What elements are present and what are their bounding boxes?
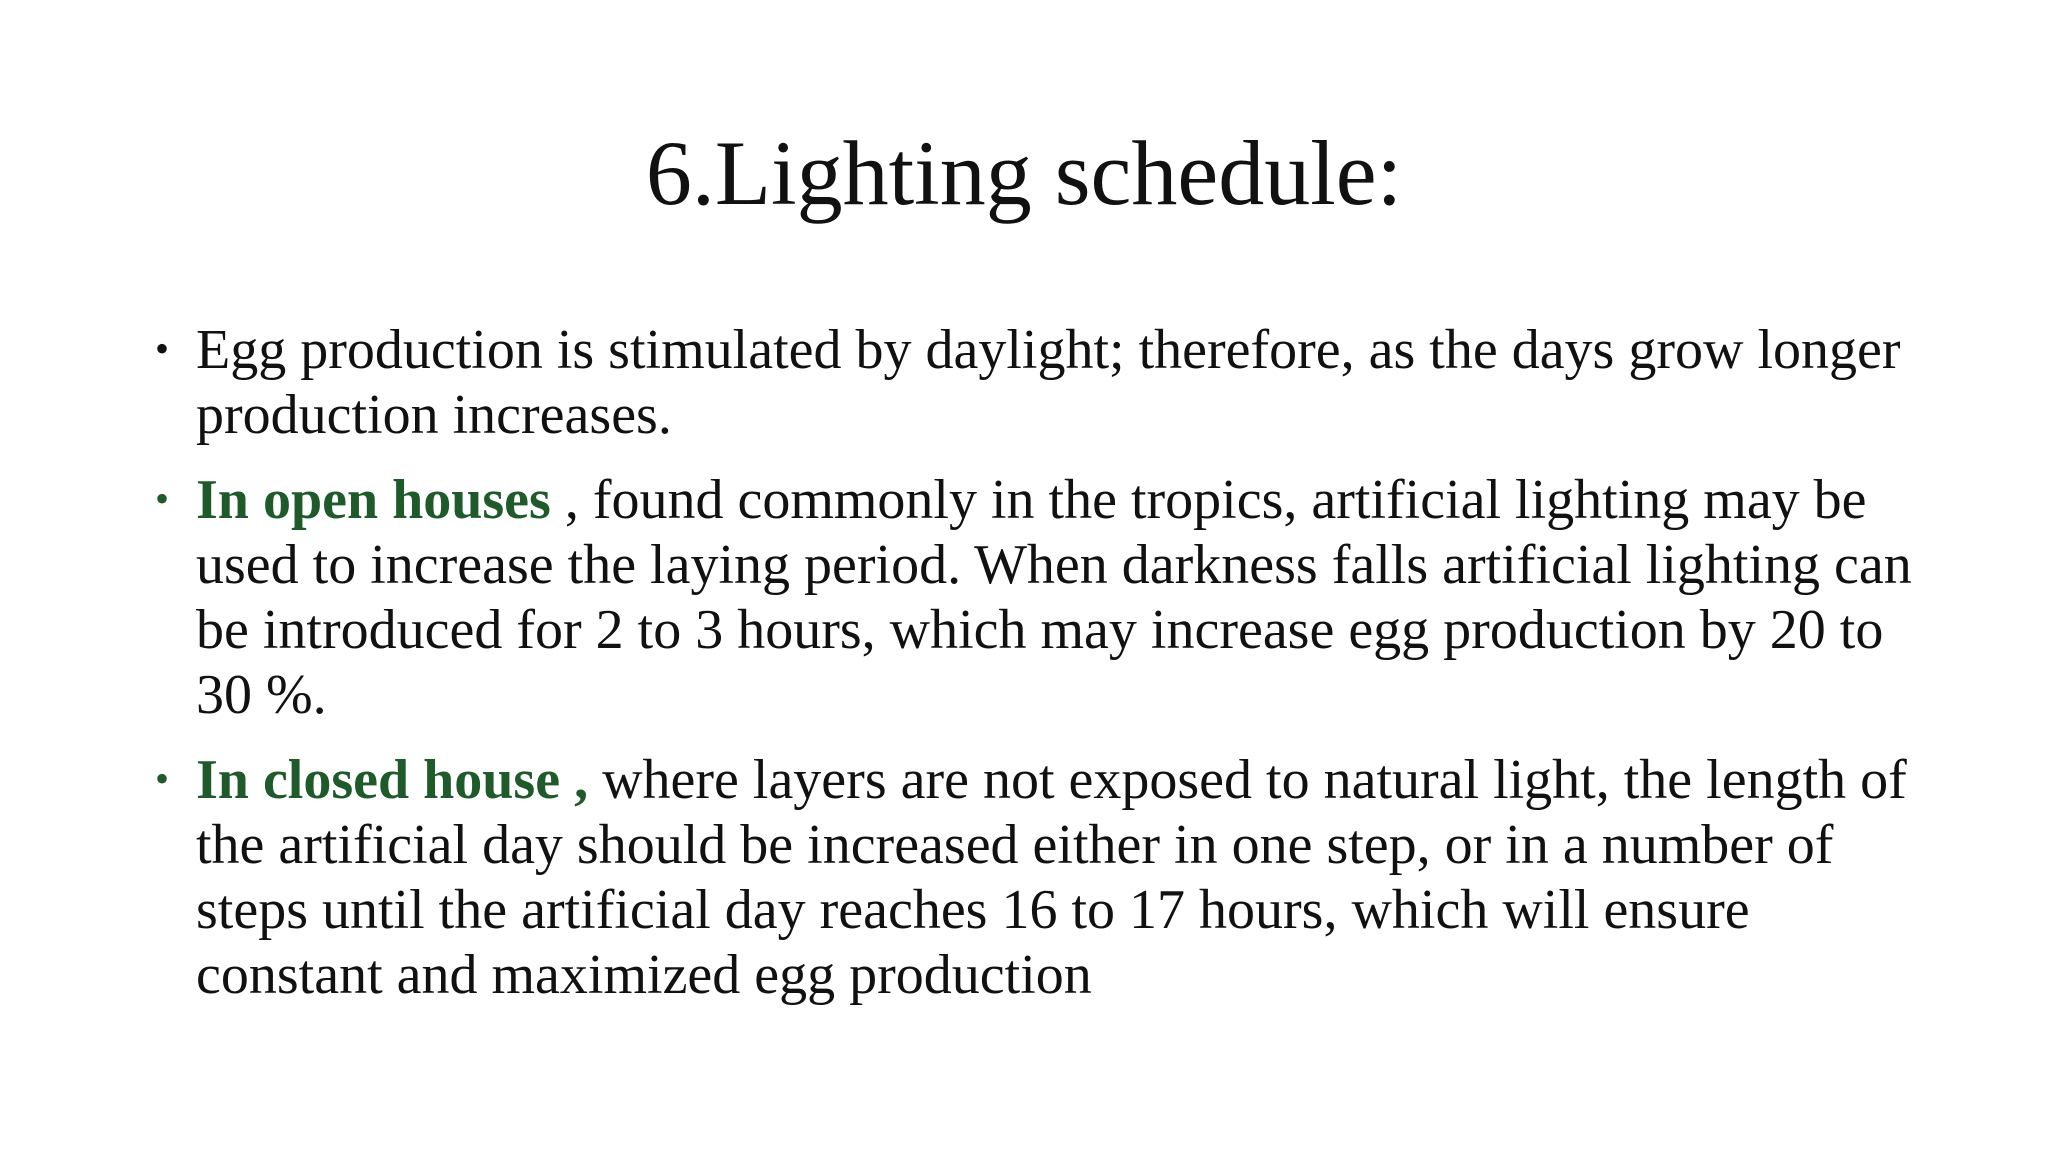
bullet-item-daylight [155, 318, 1915, 448]
slide-title: 6.Lighting schedule: [645, 122, 1403, 224]
bullet-icon: • [155, 326, 170, 371]
bullet-list [155, 318, 1915, 1028]
bullet-item-closed-house [155, 748, 1915, 1008]
bullet-text: , found commonly in the tropics, artificial lighting may be used to increase the laying period. When darkness falls artificial lighting can be introduced for 2 to 3 hours, which may increase egg production by 20 to 30 %. [196, 469, 1912, 726]
bullet-lead-open-houses: In open houses [196, 469, 551, 531]
bullet-item-open-houses [155, 468, 1915, 728]
bullet-text: Egg production is stimulated by daylight; therefore, as the days grow longer production increases. [196, 319, 1901, 446]
bullet-icon: • [155, 476, 170, 521]
bullet-lead-closed-house: In closed house , [196, 749, 589, 811]
bullet-text: where layers are not exposed to natural light, the length of the artificial day should be increased either in one step, or in a number of steps until the artificial day reaches 16 to 17 hours, which will ensure constant and maximized egg production [196, 749, 1907, 1006]
bullet-icon: • [155, 756, 170, 801]
